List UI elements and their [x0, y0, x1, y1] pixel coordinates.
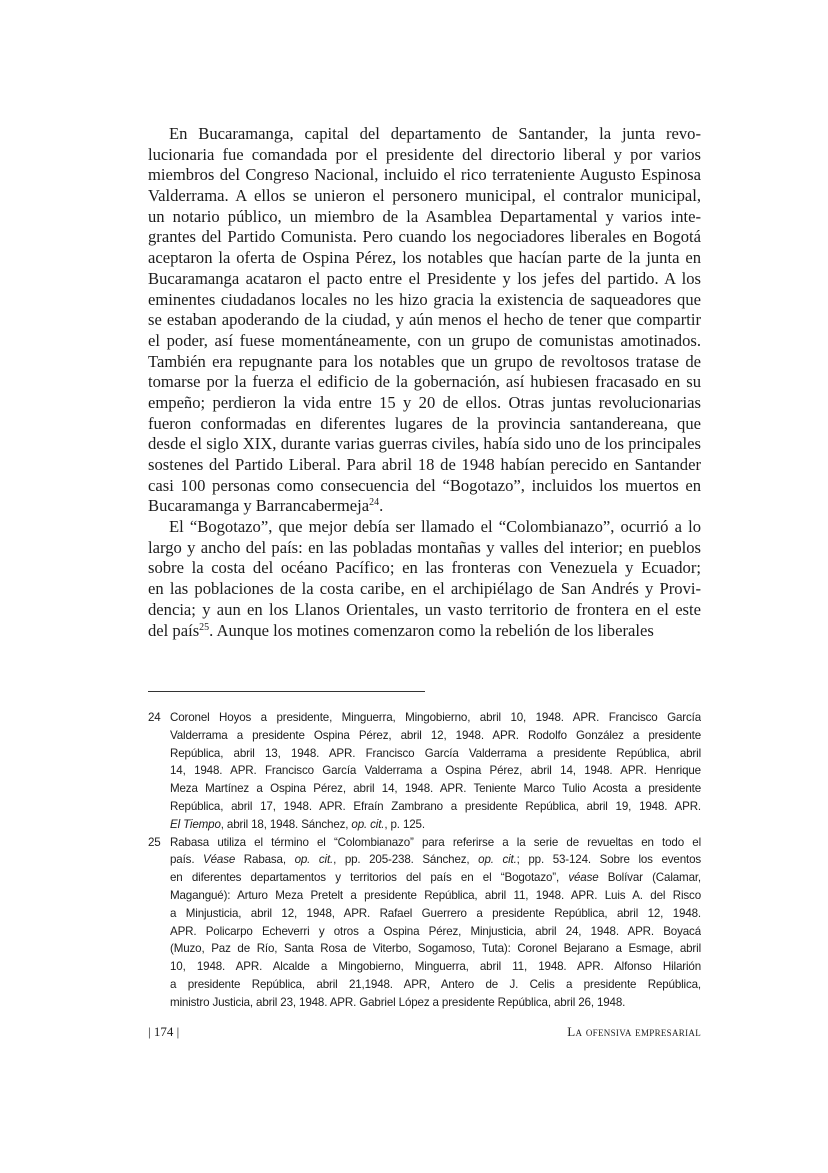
- page-footer: [148, 1024, 701, 1044]
- footnote-line: Rabasa utiliza el término el “Colombianazo” para referirse a la serie de revueltas en todo el: [170, 835, 701, 849]
- footnotes: [148, 709, 701, 1012]
- paragraph: [148, 517, 701, 641]
- text-line: fueron conformadas en diferentes lugares de la provincia santandereana, que: [148, 413, 701, 433]
- footnote-line: El Tiempo, abril 18, 1948. Sánchez, op. cit., p. 125.: [170, 817, 425, 831]
- footnote-line: República, abril 17, 1948. APR. Efraín Zambrano a presidente República, abril 19, 1948. APR.: [170, 799, 701, 813]
- text-line: casi 100 personas como consecuencia del “Bogotazo”, incluidos los muertos en: [148, 475, 701, 495]
- footnote-line: Valderrama a presidente Ospina Pérez, abril 12, 1948. APR. Rodolfo González a presidente: [170, 728, 701, 742]
- paragraph: [148, 124, 701, 517]
- footnote-line: Meza Martínez a Ospina Pérez, abril 14, 1948. APR. Teniente Marco Tulio Acosta a presidente: [170, 782, 701, 796]
- footnote-line: a presidente República, abril 21,1948. APR, Antero de J. Celis a presidente República,: [170, 977, 701, 991]
- text-line: lucionaria fue comandada por el presidente del directorio liberal y por varios: [148, 144, 701, 164]
- footnote-reference[interactable]: 24: [369, 497, 380, 509]
- text-line: el poder, así fuese momentáneamente, con un grupo de comunistas amotinados.: [148, 330, 701, 350]
- italic-text: op. cit.: [351, 817, 385, 831]
- running-title: La ofensiva empresarial: [567, 1024, 701, 1039]
- italic-text: El Tiempo: [170, 817, 221, 831]
- text-line: un notario público, un miembro de la Asamblea Departamental y varios inte-: [148, 206, 701, 226]
- text-line: del país$^{25}$. Aunque los motines comenzaron como la rebelión de los liberales: [148, 620, 654, 640]
- text-line: desde el siglo XIX, durante varias guerras civiles, había sido uno de los principales: [148, 434, 701, 454]
- footnote: [148, 834, 701, 1012]
- text-line: Bucaramanga y Barrancabermeja$^{24}$.: [148, 496, 384, 516]
- text-line: En Bucaramanga, capital del departamento de Santander, la junta revo-: [169, 124, 701, 143]
- footnote-separator: [148, 691, 425, 692]
- footnote-number: 25: [148, 835, 161, 849]
- text-line: Bucaramanga acataron el pacto entre el Presidente y los jefes del partido. A los: [148, 268, 701, 288]
- body-text: [148, 124, 701, 641]
- text-line: largo y ancho del país: en las pobladas montañas y valles del interior; en pueblos: [148, 537, 701, 557]
- italic-text: Véase: [203, 853, 236, 867]
- text-line: eminentes ciudadanos locales no les hizo gracia la existencia de saqueadores que: [148, 289, 701, 309]
- footnote-line: a Minjusticia, abril 12, 1948, APR. Rafael Guerrero a presidente República, abril 12, 1948.: [170, 906, 701, 920]
- italic-text: véase: [568, 871, 599, 885]
- text-line: aceptaron la oferta de Ospina Pérez, los notables que hacían parte de la junta en: [148, 248, 701, 268]
- footnote-reference[interactable]: 25: [199, 621, 210, 633]
- text-line: El “Bogotazo”, que mejor debía ser llamado el “Colombianazo”, ocurrió a lo: [169, 517, 701, 537]
- text-line: empeño; perdieron la vida entre 15 y 20 de ellos. Otras juntas revolucionarias: [148, 392, 701, 412]
- italic-text: op. cit.: [478, 853, 517, 867]
- footnote-line: (Muzo, Paz de Río, Santa Rosa de Viterbo, Sogamoso, Tuta): Coronel Bejarano a Esmage, abril: [170, 942, 701, 956]
- page-number: | 174 |: [148, 1024, 180, 1039]
- text-line: se estaban apoderando de la ciudad, y aún menos el hecho de tener que compartir: [148, 310, 701, 330]
- footnote-line: 10, 1948. APR. Alcalde a Mingobierno, Minguerra, abril 11, 1948. APR. Alfonso Hilarión: [170, 960, 701, 974]
- footnote-line: 14, 1948. APR. Francisco García Valderrama a Ospina Pérez, abril 14, 1948. APR. Henrique: [170, 764, 701, 778]
- text-line: También era repugnante para los notables que un grupo de revoltosos tratase de: [148, 351, 701, 371]
- footnote-line: APR. Policarpo Echeverri y otros a Ospina Pérez, Minjusticia, abril 24, 1948. APR. Boyacá: [170, 924, 701, 938]
- text-line: sostenes del Partido Liberal. Para abril 18 de 1948 habían perecido en Santander: [148, 455, 701, 474]
- footnote-line: ministro Justicia, abril 23, 1948. APR. Gabriel López a presidente República, abril 26, 1948.: [170, 995, 626, 1009]
- text-line: tomarse por la fuerza el edificio de la gobernación, así hubiesen fracasado en su: [148, 372, 701, 392]
- footnote-number: 24: [148, 711, 161, 724]
- footnote-line: Magangué): Arturo Meza Pretelt a presidente República, abril 11, 1948. APR. Luis A. del Risco: [170, 888, 701, 902]
- footnote-line: República, abril 13, 1948. APR. Francisco García Valderrama a presidente República, abril: [170, 746, 701, 760]
- footnote-line: en diferentes departamentos y territorios del país en el “Bogotazo”, véase Bolívar (Calamar,: [170, 871, 701, 885]
- text-line: sobre la costa del océano Pacífico; en las fronteras con Venezuela y Ecuador;: [148, 558, 701, 578]
- footnote-line: país. Véase Rabasa, op. cit., pp. 205-238. Sánchez, op. cit.; pp. 53-124. Sobre los eventos: [170, 853, 701, 867]
- footnote: [148, 709, 701, 834]
- text-line: Valderrama. A ellos se unieron el personero municipal, el contralor municipal,: [148, 186, 701, 206]
- text-line: grantes del Partido Comunista. Pero cuando los negociadores liberales en Bogotá: [148, 227, 701, 247]
- text-line: en las poblaciones de la costa caribe, en el archipiélago de San Andrés y Provi-: [148, 579, 701, 599]
- italic-text: op. cit.: [294, 853, 334, 867]
- text-line: dencia; y aun en los Llanos Orientales, un vasto territorio de frontera en el este: [148, 599, 701, 619]
- text-line: miembros del Congreso Nacional, incluido el rico terrateniente Augusto Espinosa: [148, 165, 701, 185]
- footnote-line: Coronel Hoyos a presidente, Minguerra, Mingobierno, abril 10, 1948. APR. Francisco García: [170, 711, 701, 724]
